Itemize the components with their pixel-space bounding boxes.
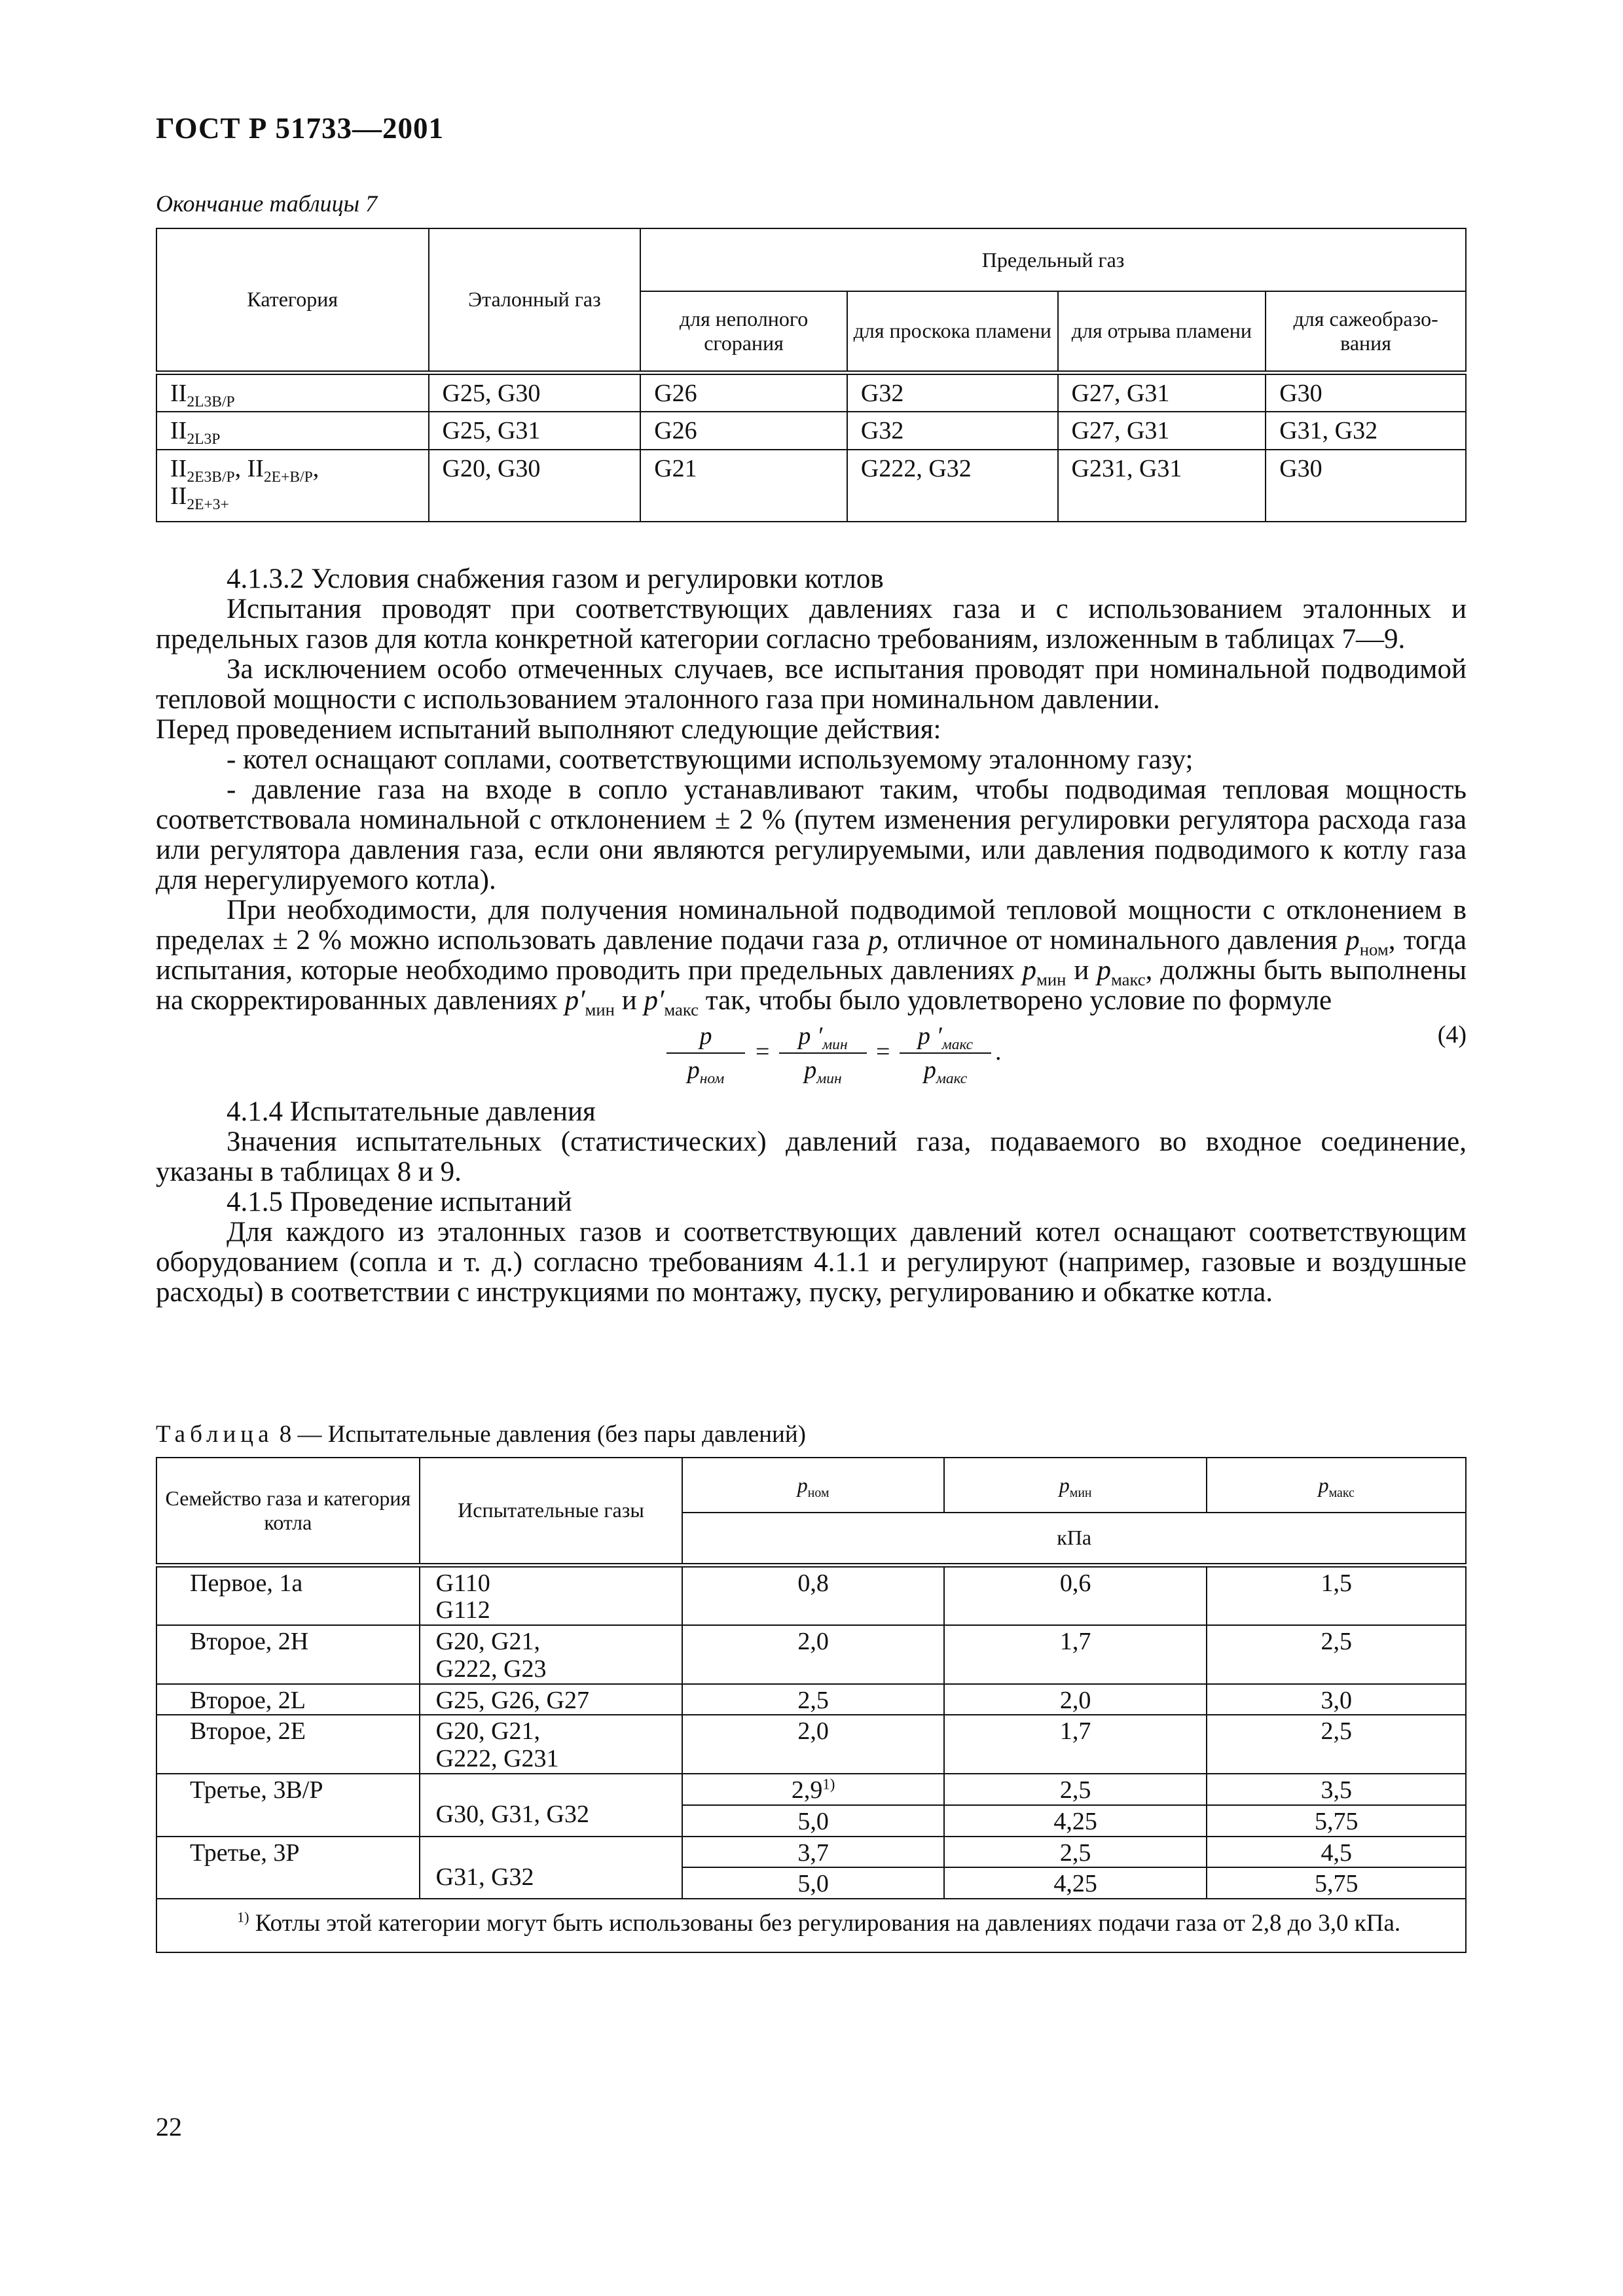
table8-caption: Таблица 8 — Испытательные давления (без пары давлений) bbox=[156, 1421, 806, 1448]
soot-cell: G31, G32 bbox=[1266, 412, 1466, 450]
table-row bbox=[156, 372, 1466, 412]
section-4-1-4-title: 4.1.4 Испытательные давления bbox=[227, 1096, 596, 1127]
category-cell: $II_{2L3P}$ bbox=[156, 412, 429, 450]
reference-gas-cell: G25, G31 bbox=[429, 412, 641, 450]
flashback-cell: G32 bbox=[847, 412, 1058, 450]
table8-header-pmin: $p_{мин}$ bbox=[944, 1458, 1207, 1513]
footnote-ref: 1) bbox=[822, 1776, 835, 1793]
section-4-1-5-title: 4.1.5 Проведение испытаний bbox=[227, 1187, 572, 1217]
paragraph: При необходимости, для получения номинальной подводимой тепловой мощности с отклонением в пределах ± 2 % можно использовать давление подачи газа p, отличное от номинального давления $p_{ном}$, тогда испытания, которые необходимо проводить при предельных давлениях $p_{мин}$ и $p_{макс}$, должны быть выполнены на скорректированных давлениях $p'_{мин}$ и $p'_{макс}$ так, чтобы было удовлетворено условие по формуле bbox=[156, 895, 1467, 1020]
table-row: Третье, 3B/P G30, G31, G32 2,9$^{1)}$ 2,5 3,5 bbox=[156, 1774, 1466, 1805]
paragraph: Для каждого из эталонных газов и соответствующих давлений котел оснащают соответствующим оборудованием (сопла и т. д.) согласно требованиям 4.1.1 и регулируют (например, газовые и воздушные расходы) в соответствии с инструкциями по монтажу, пуску, регулированию и обкатке котла. bbox=[156, 1217, 1467, 1308]
table7-header-category: Категория bbox=[156, 228, 429, 372]
table-row: Первое, 1a G110 G112 0,8 0,6 1,5 bbox=[156, 1565, 1466, 1625]
flashback-cell: G222, G32 bbox=[847, 450, 1058, 522]
table-8 bbox=[156, 1457, 1467, 1953]
fraction: p $'_{макс}$ $p_{макс}$ bbox=[900, 1020, 991, 1086]
table8-header-pnom: $p_{ном}$ bbox=[682, 1458, 944, 1513]
soot-cell: G30 bbox=[1266, 450, 1466, 522]
paragraph: Перед проведением испытаний выполняют следующие действия: bbox=[156, 714, 941, 745]
equation-number: (4) bbox=[1437, 1021, 1467, 1049]
reference-gas-cell: G20, G30 bbox=[429, 450, 641, 522]
table-footnote-row bbox=[156, 1899, 1466, 1952]
page-number: 22 bbox=[156, 2112, 182, 2142]
reference-gas-cell: G25, G30 bbox=[429, 372, 641, 412]
table7-header-liftoff: для отрыва пламени bbox=[1058, 291, 1266, 372]
table7-header-limit-gas: Предельный газ bbox=[640, 228, 1466, 291]
paragraph: Значения испытательных (статистических) давлений газа, подаваемого во входное соединение, указаны в таблицах 8 и 9. bbox=[156, 1126, 1467, 1187]
table8-footnote: $^{1)}$ Котлы этой категории могут быть использованы без регулирования на давлениях подачи газа от 2,8 до 3,0 кПа. bbox=[156, 1899, 1466, 1952]
category-cell: $II_{2E3B/P}$, $II_{2E+B/P}$, $II_{2E+3+}$ bbox=[156, 450, 429, 522]
paragraph: За исключением особо отмеченных случаев, все испытания проводят при номинальной подводимой тепловой мощности с использованием эталонного газа при номинальном давлении. bbox=[156, 654, 1467, 715]
table-row: Третье, 3P G31, G32 3,7 2,5 4,5 bbox=[156, 1837, 1466, 1868]
list-item: - давление газа на входе в сопло устанавливают таким, чтобы подводимая тепловая мощность соответствовала номинальной с отклонением ± 2 % (путем изменения регулировки регулятора расхода газа или регулятора давления газа, если они являются регулируемыми, или давления подводимого к котлу газа для нерегулируемого котла). bbox=[156, 774, 1467, 895]
table8-header-family: Семейство газа и категория котла bbox=[156, 1458, 420, 1565]
liftoff-cell: G27, G31 bbox=[1058, 412, 1266, 450]
table-row: Второе, 2H G20, G21, G222, G23 2,0 1,7 2,5 bbox=[156, 1625, 1466, 1684]
table-7 bbox=[156, 228, 1467, 522]
body-text bbox=[156, 564, 1467, 1308]
table-row: 5,0 4,25 5,75 bbox=[156, 1867, 1466, 1899]
table-row bbox=[156, 412, 1466, 450]
table-row: Второе, 2L G25, G26, G27 2,5 2,0 3,0 bbox=[156, 1684, 1466, 1715]
table-row: Второе, 2E G20, G21, G222, G231 2,0 1,7 2,5 bbox=[156, 1715, 1466, 1774]
soot-cell: G30 bbox=[1266, 372, 1466, 412]
table7-header-flashback: для проскока пламени bbox=[847, 291, 1058, 372]
table7-header-soot: для сажеобразо-вания bbox=[1266, 291, 1466, 372]
formula-4: p $p_{ном}$ = p $'_{мин}$ $p_{мин}$ = p $'_{макс}$ $p_{макс}$ . (4) bbox=[156, 1020, 1467, 1093]
paragraph: Испытания проводят при соответствующих давлениях газа и с использованием эталонных и предельных газов для котла конкретной категории согласно требованиям, изложенным в таблицах 7—9. bbox=[156, 594, 1467, 655]
table8-header-gases: Испытательные газы bbox=[420, 1458, 683, 1565]
table7-header-reference-gas: Эталонный газ bbox=[429, 228, 641, 372]
table-row: 5,0 4,25 5,75 bbox=[156, 1805, 1466, 1837]
incomplete-cell: G26 bbox=[640, 372, 847, 412]
fraction: p $p_{ном}$ bbox=[666, 1020, 745, 1086]
flashback-cell: G32 bbox=[847, 372, 1058, 412]
category-cell: $II_{2L3B/P}$ bbox=[156, 372, 429, 412]
table8-header-unit: кПа bbox=[682, 1513, 1466, 1565]
incomplete-cell: G21 bbox=[640, 450, 847, 522]
list-item: - котел оснащают соплами, соответствующими используемому эталонному газу; bbox=[227, 744, 1194, 775]
liftoff-cell: G27, G31 bbox=[1058, 372, 1266, 412]
incomplete-cell: G26 bbox=[640, 412, 847, 450]
table-row bbox=[156, 450, 1466, 522]
document-header: ГОСТ Р 51733—2001 bbox=[156, 112, 445, 145]
table8-header-pmax: $p_{макс}$ bbox=[1207, 1458, 1466, 1513]
table7-caption: Окончание таблицы 7 bbox=[156, 190, 378, 217]
liftoff-cell: G231, G31 bbox=[1058, 450, 1266, 522]
table7-header-incomplete: для неполного сгорания bbox=[640, 291, 847, 372]
section-4-1-3-2-title: 4.1.3.2 Условия снабжения газом и регулировки котлов bbox=[227, 564, 884, 594]
fraction: p $'_{мин}$ $p_{мин}$ bbox=[779, 1020, 867, 1086]
